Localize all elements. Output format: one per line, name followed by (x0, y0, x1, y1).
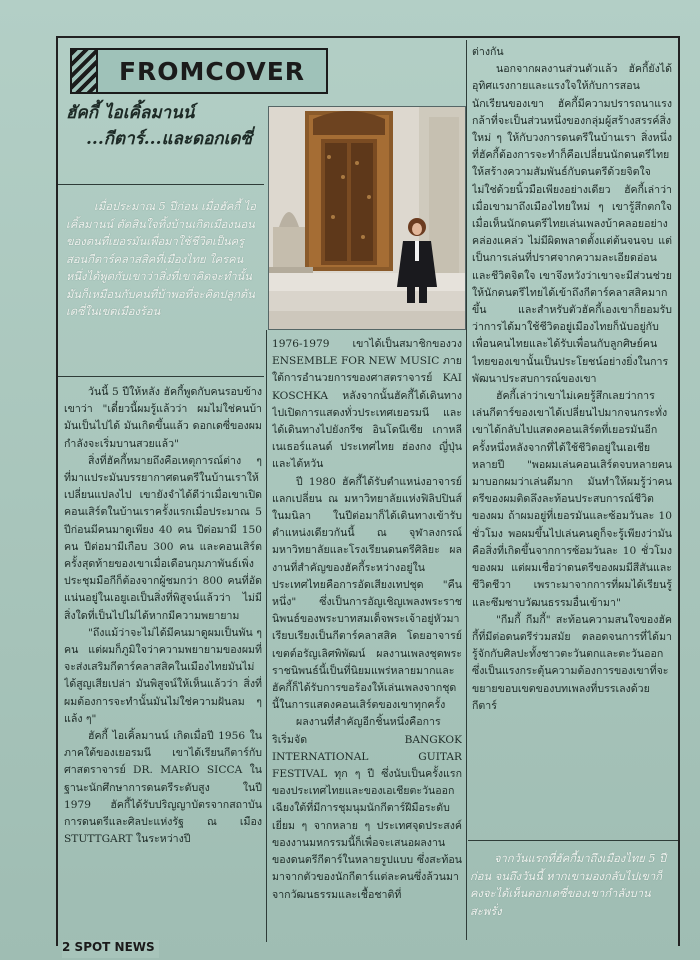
banner-title: FROMCOVER (118, 56, 306, 86)
paragraph: นอกจากผลงานส่วนตัวแล้ว ฮัคกี้ยังได้อุทิศแรงกายและแรงใจให้กับการสอนนักเรียนของเขา ฮัคกี้มีความปรารถนาแรงกล้าที่จะเป็นส่วนหนึ่งของกลุ่มผู้สร้างสรรค์สิ่งใหม่ ๆ ให้กับวงการดนตรีในบ้านเรา สิ่งหนึ่งที่ฮัคกี้ต้องการจะทำก็คือเปลี่ยนนักดนตรีไทยให้สร้างความสัมพันธ์กับดนตรีด้วยจิตใจ ไม่ใช่ด้วยนิ้วมือเพียงอย่างเดียว ฮัคกี้เล่าว่าเมื่อเขามาถึงเมืองไทยใหม่ ๆ เขารู้สึกตกใจเมื่อเห็นนักดนตรีไทยเล่นเพลงบ้าคลอยอย่างคล่องแคล่ว ไม่มีผิดพลาดตั้งแต่ต้นจนจบ แต่เป็นการเล่นที่ปราศจากความละเอียดอ่อนและชีวิตจิตใจ เขาจึงหวังว่าเขาจะมีส่วนช่วยให้นักดนตรีไทยได้เข้าถึงกีตาร์คลาสสิคมากขึ้น และสำหรับตัวฮัคกี้เองเขาก็ยอมรับว่าการได้มาใช้ชีวิตอยู่เมืองไทยก็นับอยู่กับเพื่อนคนไทยและได้รับเพื่อนกับลูกศิษย์คนไทยของเขานั้นเป็นประโยชน์อย่างยิ่งในการพัฒนาประสบการณ์ของเขา (472, 63, 672, 385)
intro-callout: เมื่อประมาณ 5 ปีก่อน เมื่อฮัคกี้ ไอเคิ้ลมานน์ ตัดสินใจทิ้งบ้านเกิดเมืองนอนของตนที่เยอรมันเพื่อมาใช้ชีวิตเป็นครูสอนกีตาร์คลาสสิคที่เมืองไทย ใครคนหนึ่งได้พูดกับเขาว่าสิ่งที่เขาคิดจะทำนั้นมันก็เหมือนกับคนที่บ้าพอที่จะคิดปลูกต้นเดซี่ในเขตเมืองร้อน (66, 200, 257, 318)
article-column-3 (472, 44, 672, 836)
column-divider-2 (466, 40, 467, 940)
paragraph: 1976-1979 เขาได้เป็นสมาชิกของวง ENSEMBLE FOR NEW MUSIC ภายใต้การอำนวยการของศาสตราจารย์ KAI KOSCHKA หลังจากนั้นฮัคกี้ได้เดินทางไปเปิดการแสดงทั่วประเทศเยอรมนี และได้เดินทางไปยังกรีซ อินโดนีเซีย เกาหลี เนเธอร์แลนด์ ประเทศไทย ฮ่องกง ญี่ปุ่น และไต้หวัน (272, 338, 462, 471)
paragraph: ต่างกัน (472, 46, 504, 58)
frame-top-rule (56, 36, 680, 38)
paragraph: "กีมกี้ กีมกี้" สะท้อนความสนใจของฮัคกี้ที่มีต่อดนตรีร่วมสมัย ตลอดจนการที่ได้มารู้จักกับศิลปะทั้งชาวตะวันตกและตะวันออก ซึ่งเป็นแรงกระตุ้นความต้องการของเขาที่จะขยายขอบเขตของบทเพลงที่บรรเลงด้วยกีตาร์ (472, 613, 672, 712)
banner-stripes (72, 50, 98, 92)
magazine-name: SPOT NEWS (74, 940, 155, 954)
paragraph: ปี 1980 ฮัคกี้ได้รับตำแหน่งอาจารย์แลกเปลี่ยน ณ มหาวิทยาลัยแห่งฟิลิปปินส์ในมนิลา ในปีต่อมาก็ได้เดินทางเข้ารับตำแหน่งเดียวกันนี้ ณ จุฬาลงกรณ์มหาวิทยาลัยและโรงเรียนดนตรีศิลิยะ ผลงานที่สำคัญของฮัคกี้ระหว่างอยู่ในประเทศไทยคือการอัดเสียงเทปชุด "คืนหนึ่ง" ซึ่งเป็นการอัญเชิญเพลงพระราชนิพนธ์ของพระบาทสมเด็จพระเจ้าอยู่หัวมาเรียบเรียงเป็นกีตาร์คลาสสิค โดยอาจารย์เขตต์อรัญเลิศพิพัฒน์ ผลงานเพลงชุดพระราชนิพนธ์นี้เป็นที่นิยมแพร่หลายมากและฮัคกี้ก็ได้รับการขอร้องให้เล่นเพลงจากชุดนี้ในการแสดงคอนเสิร์ตของเขาทุกครั้ง (272, 475, 462, 712)
article-title-line2: ...กีตาร์...และดอกเดซี่ (86, 129, 252, 149)
paragraph: ฮัคกี้ ไอเคิ้ลมานน์ เกิดเมื่อปี 1956 ในภาคใต้ของเยอรมนี เขาได้เรียนกีตาร์กับศาสตราจารย์ DR. MARIO SICCA ในฐานะนักศึกษาการดนตรีระดับสูง ในปี 1979 ฮัคกี้ได้รับปริญญาบัตรจากสถาบันการดนตรีและศิลปะแห่งรัฐ ณ เมือง STUTTGART ในระหว่างปี (64, 730, 262, 846)
column-divider-1 (266, 330, 267, 942)
photo-illustration (269, 107, 466, 330)
title-rule (58, 184, 264, 185)
paragraph: วันนี้ 5 ปีให้หลัง ฮัคกี้พูดกับคนรอบข้างเขาว่า "เดี๋ยวนี้ผมรู้แล้วว่า ผมไม่ใช่คนบ้ามันเป็นไปได้ มันเกิดขึ้นแล้ว ดอกเดซี่ของผมกำลังจะเริ่มบานสวยแล้ว" (64, 386, 262, 450)
paragraph: "ถึงแม้ว่าจะไม่ได้มีคนมาดูผมเป็นพัน ๆ คน แต่ผมก็ภูมิใจว่าความพยายามของผมที่จะส่งเสริมกีตาร์คลาสสิคในเมืองไทยมันไม่ได้สูญเสียเปล่า มันพิสูจน์ให้เห็นแล้วว่า สิ่งที่ผมต้องการจะทำนั้นมันไม่ใช่ความฝันลม ๆ แล้ง ๆ" (64, 626, 262, 725)
cover-photo (268, 106, 466, 330)
page-number: 2 (62, 940, 71, 954)
section-banner (70, 48, 328, 94)
article-title-line1: ฮัคกี้ ไอเคิ้ลมานน์ (66, 103, 195, 123)
frame-right-rule (678, 36, 680, 946)
paragraph: สิ่งที่ฮัคกี้หมายถึงคือเหตุการณ์ต่าง ๆ ที่มาแประมันบรรยากาศดนตรีในบ้านเราให้เปลี่ยนแปลงไป เขายังจำได้ดีว่าเมื่อเขาเปิดคอนเสิร์ตในบ้านเราครั้งแรกเมื่อประมาณ 5 ปีก่อนมีคนมาดูเพียง 40 คน ปีต่อมามี 150 คน ปีต่อมามีเกือบ 300 คน และคอนเสิร์ตครั้งสุดท้ายของเขาเมื่อเดือนกุมภาพันธ์เพิ่งประชุมมือกีก็ต้องจากผู้ชมกว่า 800 คนที่อัดแน่นอยู่ในเอยูเอเป็นสิ่งที่พิสูจน์แล้วว่า ไม่มีสิ่งใดที่เป็นไปไม่ได้หากมีความพยายาม (64, 454, 262, 622)
frame-left-rule (56, 36, 58, 946)
intro-rule (58, 376, 264, 377)
paragraph: ผลงานที่สำคัญอีกชิ้นหนึ่งคือการริเริ่มจัด BANGKOK INTERNATIONAL GUITAR FESTIVAL ทุก ๆ ปี ซึ่งนับเป็นครั้งแรกของประเทศไทยและของเอเชียตะวันออกเฉียงใต้ที่มีการชุมนุมนักกีตาร์ฝีมือระดับเยี่ยม ๆ จากหลาย ๆ ประเทศจุดประสงค์ของงานมหกรรมนี้ก็เพื่อจะเสนอผลงานของดนตรีกีตาร์ในหลายรูปแบบ ซึ่งสะท้อนมาจากตัวของนักกีตาร์แต่ละคนซึ่งล้วนมาจากวัฒนธรรมและเชื้อชาติที่ (272, 716, 462, 901)
article-column-2 (272, 336, 462, 938)
pull-quote: จากวันแรกที่ฮัคกี้มาถึงเมืองไทย 5 ปีก่อน จนถึงวันนี้ หากเขามองกลับไปเขาก็คงจะได้เห็นดอกเดซี่ของเขากำลังบานสะพรั่ง (470, 852, 667, 918)
pullquote-rule (468, 840, 678, 841)
article-column-1 (64, 384, 262, 936)
paragraph: ฮัคกี้เล่าว่าเขาไม่เคยรู้สึกเลยว่าการเล่นกีตาร์ของเขาได้เปลี่ยนไปมากจนกระทั่งเขาได้กลับไปแสดงคอนเสิร์ตที่เยอรมันอีกครั้งหนึ่งหลังจากที่ได้ใช้ชีวิตอยู่ในเอเชียหลายปี "พอผมเล่นคอนเสิร์ตจบหลายคนมาบอกผมว่าเล่นดีมาก มันทำให้ผมรู้ว่าคนตรีของผมติดลึงละท้อนประสบการณ์ชีวิตของผม ถ้าผมอยู่ที่เยอรมันและซ้อมวันละ 10 ชั่วโมง พอผมขึ้นไปเล่นคนดูก็จะรู้เพียงว่ามันคือสิ่งที่เกิดขึ้นจากการซ้อมวันละ 10 ชั่วโมงของผม แต่ผมเชื่อว่าดนตรีของผมมีสีสันและชีวิตชีวา เพราะมาจากการที่ผมได้เรียนรู้ และซึมซาบวัฒนธรรมอื่นเข้ามา" (472, 390, 672, 609)
page-footer (62, 940, 159, 958)
